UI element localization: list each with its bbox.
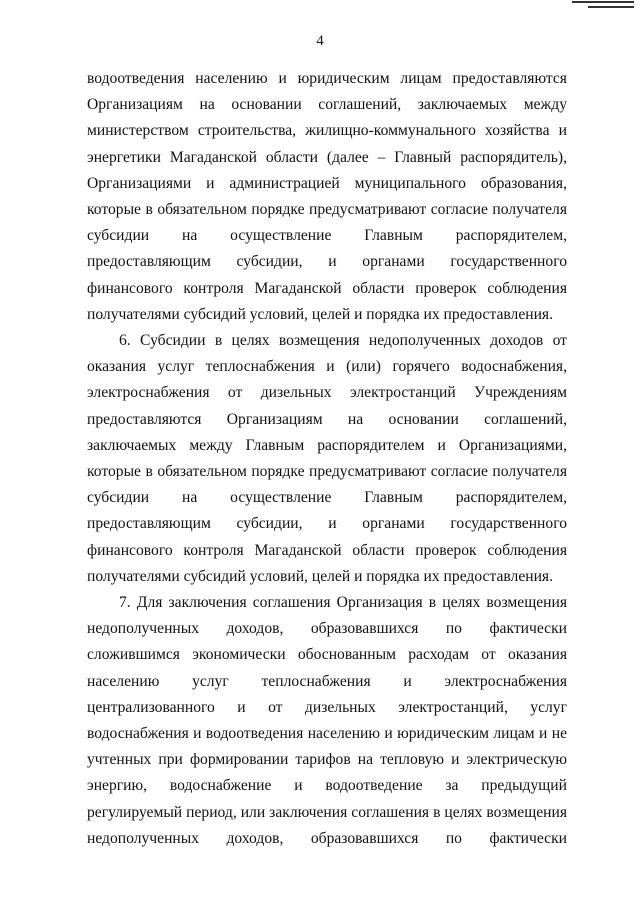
corner-scan-mark bbox=[570, 0, 634, 10]
paragraph-item-7: 7. Для заключения соглашения Организация в целях возмещения недополученных доходов, образовавшихся по фактически сложившимся экономически обоснованным расходам от оказания населению услуг теплоснабжения и электроснабжения централизованного и от дизельных электростанций, услуг водоснабжения и водоотведения населению и юридическим лицам и не учтенных при формировании тарифов на тепловую и электрическую энергию, водоснабжение и водоотведение за предыдущий регулируемый период, или заключения соглашения в целях возмещения недополученных доходов, образовавшихся по фактически bbox=[87, 594, 567, 847]
paragraph-item-6: 6. Субсидии в целях возмещения недополученных доходов от оказания услуг теплоснабжения и (или) горячего водоснабжения, электроснабжения от дизельных электростанций Учреждениям предоставляются Организациям на основании соглашений, заключаемых между Главным распорядителем и Организациями, которые в обязательном порядке предусматривают согласие получателя субсидии на осуществление Главным распорядителем, предоставляющим субсидии, и органами государственного финансового контроля Магаданской области проверок соблюдения получателями субсидий условий, целей и порядка их предоставления. bbox=[87, 332, 567, 585]
document-body bbox=[87, 66, 567, 852]
page-number: 4 bbox=[316, 33, 324, 49]
paragraph-continuation: водоотведения населению и юридическим лицам предоставляются Организациям на основании соглашений, заключаемых между министерством строительства, жилищно-коммунального хозяйства и энергетики Магаданской области (далее – Главный распорядитель), Организациями и администрацией муниципального образования, которые в обязательном порядке предусматривают согласие получателя субсидии на осуществление Главным распорядителем, предоставляющим субсидии, и органами государственного финансового контроля Магаданской области проверок соблюдения получателями субсидий условий, целей и порядка их предоставления. bbox=[87, 70, 567, 323]
